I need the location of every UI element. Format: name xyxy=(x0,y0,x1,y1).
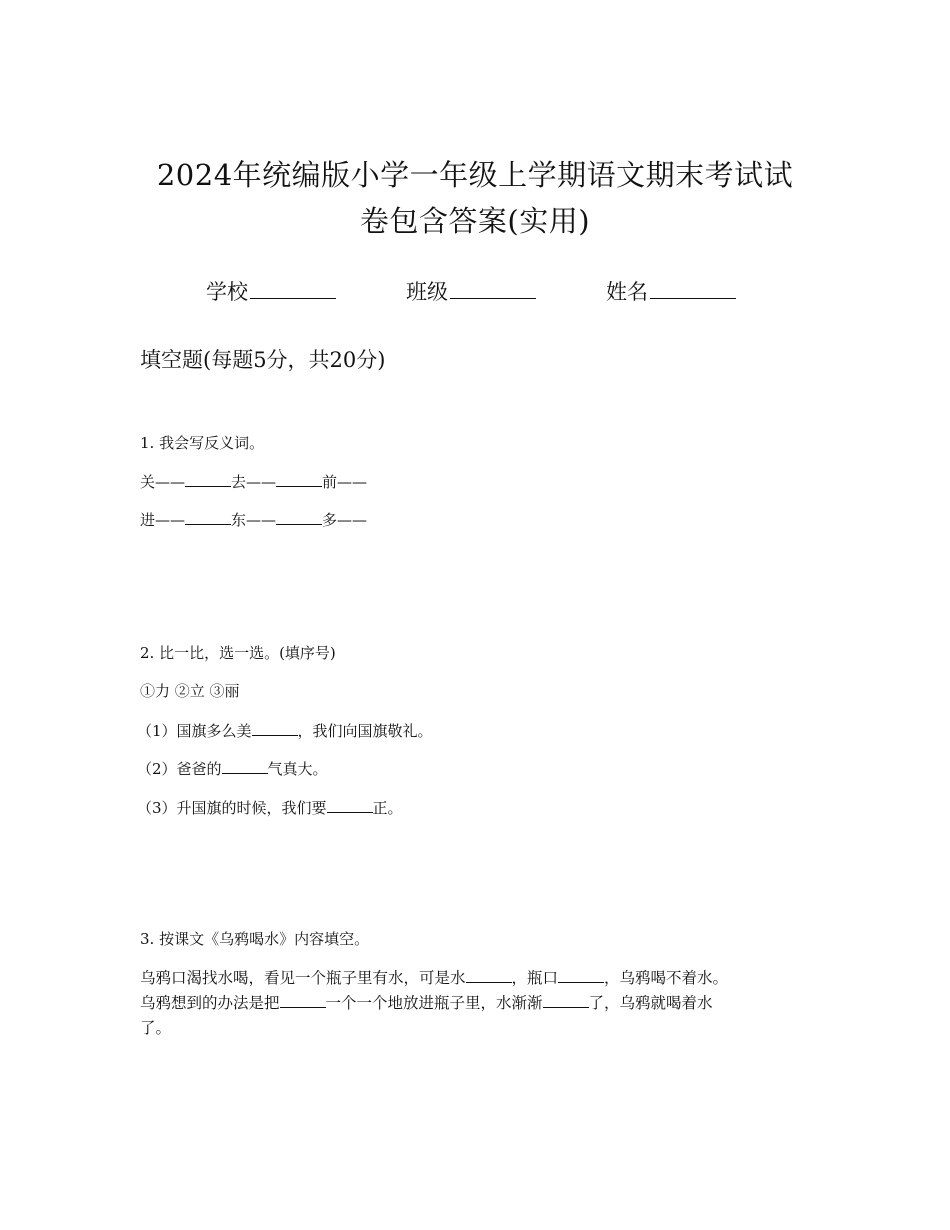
name-field[interactable] xyxy=(606,276,736,308)
exam-title xyxy=(120,152,830,244)
answer-blank[interactable] xyxy=(543,991,589,1008)
name-label: 姓名 xyxy=(606,280,648,304)
answer-blank[interactable] xyxy=(327,796,373,813)
q3-text-2: ，瓶口 xyxy=(511,969,559,987)
q2-sentence-2 xyxy=(137,757,328,780)
q1-row1-item1: 关—— xyxy=(140,473,186,491)
school-label: 学校 xyxy=(206,280,248,304)
section-title: 填空题(每题5分，共20分) xyxy=(140,348,386,372)
answer-blank[interactable] xyxy=(276,470,322,487)
q3-prompt: 3. 按课文《乌鸦喝水》内容填空。 xyxy=(140,930,370,948)
q3-text-6: 了，乌鸦就喝着水 xyxy=(588,994,713,1012)
q1-row2-item2: 东—— xyxy=(231,511,277,529)
title-line-2: 卷包含答案(实用) xyxy=(359,204,591,238)
answer-blank[interactable] xyxy=(222,757,268,774)
q1-prompt: 1. 我会写反义词。 xyxy=(140,434,265,452)
q2-s3-post: 正。 xyxy=(372,799,403,817)
q1-row-1 xyxy=(140,470,367,493)
q1-row-2 xyxy=(140,508,367,531)
q2-sentence-3 xyxy=(137,796,403,819)
answer-blank[interactable] xyxy=(276,508,322,525)
name-blank[interactable] xyxy=(650,276,736,299)
q1-row2-item1: 进—— xyxy=(140,511,186,529)
title-line-1: 2024年统编版小学一年级上学期语文期末考试试 xyxy=(156,158,794,192)
class-field[interactable] xyxy=(406,276,536,308)
q2-s1-post: ，我们向国旗敬礼。 xyxy=(297,722,433,740)
class-label: 班级 xyxy=(406,280,448,304)
q2-s3-pre: （3）升国旗的时候，我们要 xyxy=(137,799,327,817)
q2-options: ①力 ②立 ③丽 xyxy=(140,682,240,700)
q3-text-1: 乌鸦口渴找水喝，看见一个瓶子里有水，可是水 xyxy=(140,969,466,987)
q3-paragraph xyxy=(140,966,830,1041)
q2-s1-pre: （1）国旗多么美 xyxy=(137,722,252,740)
q3-text-5: 一个一个地放进瓶子里，水渐渐 xyxy=(325,994,543,1012)
school-field[interactable] xyxy=(206,276,336,308)
answer-blank[interactable] xyxy=(185,508,231,525)
answer-blank[interactable] xyxy=(280,991,326,1008)
q2-s2-pre: （2）爸爸的 xyxy=(137,760,222,778)
class-blank[interactable] xyxy=(450,276,536,299)
answer-blank[interactable] xyxy=(252,719,298,736)
q1-row1-item2: 去—— xyxy=(231,473,277,491)
answer-blank[interactable] xyxy=(558,966,604,983)
q3-text-3: ，乌鸦喝不着水。 xyxy=(604,969,729,987)
answer-blank[interactable] xyxy=(466,966,512,983)
q3-text-4: 乌鸦想到的办法是把 xyxy=(140,994,280,1012)
school-blank[interactable] xyxy=(250,276,336,299)
q2-prompt: 2. 比一比，选一选。(填序号) xyxy=(140,644,336,662)
q2-s2-post: 气真大。 xyxy=(267,760,328,778)
q1-row2-item3: 多—— xyxy=(322,511,368,529)
answer-blank[interactable] xyxy=(185,470,231,487)
q1-row1-item3: 前—— xyxy=(322,473,368,491)
q3-text-7: 了。 xyxy=(140,1019,172,1037)
q2-sentence-1 xyxy=(137,719,433,742)
